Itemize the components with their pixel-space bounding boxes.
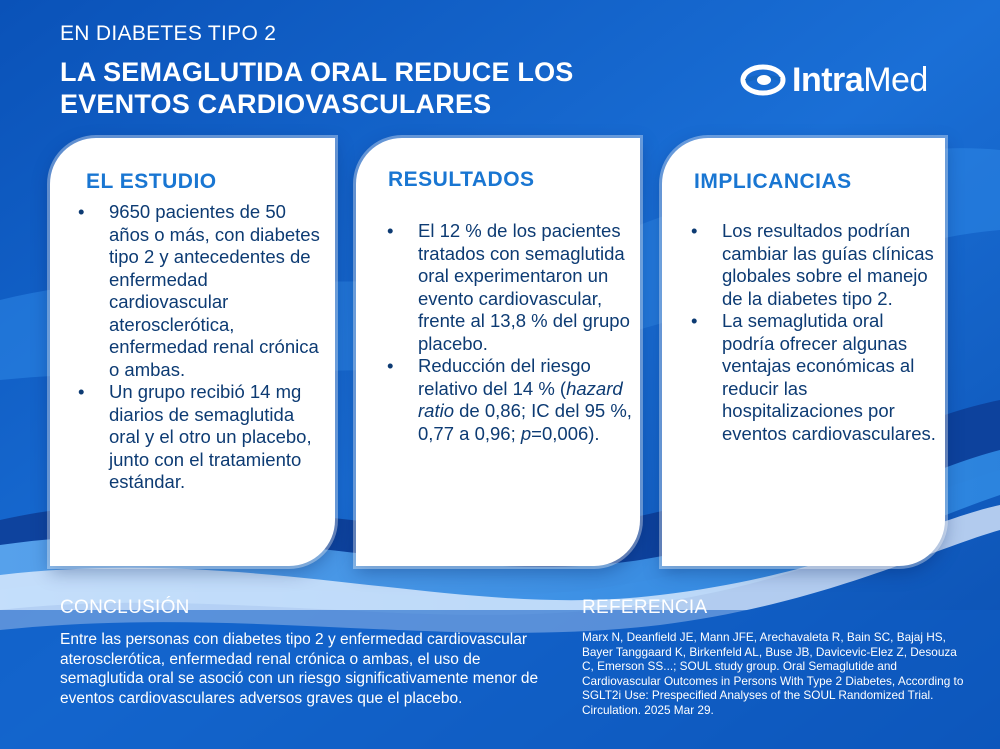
- card-heading: EL ESTUDIO: [86, 170, 217, 193]
- reference-label: REFERENCIA: [582, 597, 708, 618]
- card-implicancias: [662, 138, 945, 566]
- card-heading: RESULTADOS: [388, 168, 535, 191]
- list-item: • Reducción del riesgo relativo del 14 % (hazard ratio de 0,86; IC del 95 %, 0,77 a 0,96; p=0,006).: [384, 355, 634, 445]
- bullet-list: [75, 201, 325, 494]
- reference-text: Marx N, Deanfield JE, Mann JFE, Arechavaleta R, Bain SC, Bajaj HS, Bayer Tanggaard K, Birkenfeld AL, Buse JB, Davicevic-Elez Z, Desouza C, Emerson SS...; SOUL study group. Oral Semaglutide and Cardiovascular Outcomes in Persons With Type 2 Diabetes, According to SGLT2i Use: Prespecified Analyses of the SOUL Randomized Trial. Circulation. 2025 Mar 29.: [582, 630, 964, 717]
- list-item: • El 12 % de los pacientes tratados con semaglutida oral experimentaron un evento cardiovascular, frente al 13,8 % del grupo placebo.: [384, 220, 634, 355]
- card-el-estudio: [50, 138, 335, 566]
- bullet-list: [384, 220, 634, 445]
- list-item: • Los resultados podrían cambiar las guías clínicas globales sobre el manejo de la diabetes tipo 2.: [688, 220, 938, 310]
- intramed-logo-icon: [740, 64, 786, 96]
- list-item: • Un grupo recibió 14 mg diarios de semaglutida oral y el otro un placebo, junto con el tratamiento estándar.: [75, 381, 325, 494]
- list-item: • La semaglutida oral podría ofrecer algunas ventajas económicas al reducir las hospitalizaciones por eventos cardiovasculares.: [688, 310, 938, 445]
- supertitle: EN DIABETES TIPO 2: [60, 22, 277, 45]
- bullet-list: [688, 220, 938, 445]
- page-title: LA SEMAGLUTIDA ORAL REDUCE LOS EVENTOS CARDIOVASCULARES: [60, 57, 574, 119]
- conclusion-text: Entre las personas con diabetes tipo 2 y enfermedad cardiovascular aterosclerótica, enfermedad renal crónica o ambas, el uso de semaglutida oral se asoció con un riesgo significativamente menor de eventos cardiovasculares adversos graves que el placebo.: [60, 631, 539, 707]
- intramed-logo: [740, 58, 960, 102]
- logo-wordmark: IntraMed: [792, 60, 928, 99]
- card-resultados: [356, 138, 640, 566]
- card-heading: IMPLICANCIAS: [694, 170, 852, 193]
- conclusion-label: CONCLUSIÓN: [60, 597, 190, 618]
- list-item: • 9650 pacientes de 50 años o más, con diabetes tipo 2 y antecedentes de enfermedad cardiovascular aterosclerótica, enfermedad renal crónica o ambas.: [75, 201, 325, 381]
